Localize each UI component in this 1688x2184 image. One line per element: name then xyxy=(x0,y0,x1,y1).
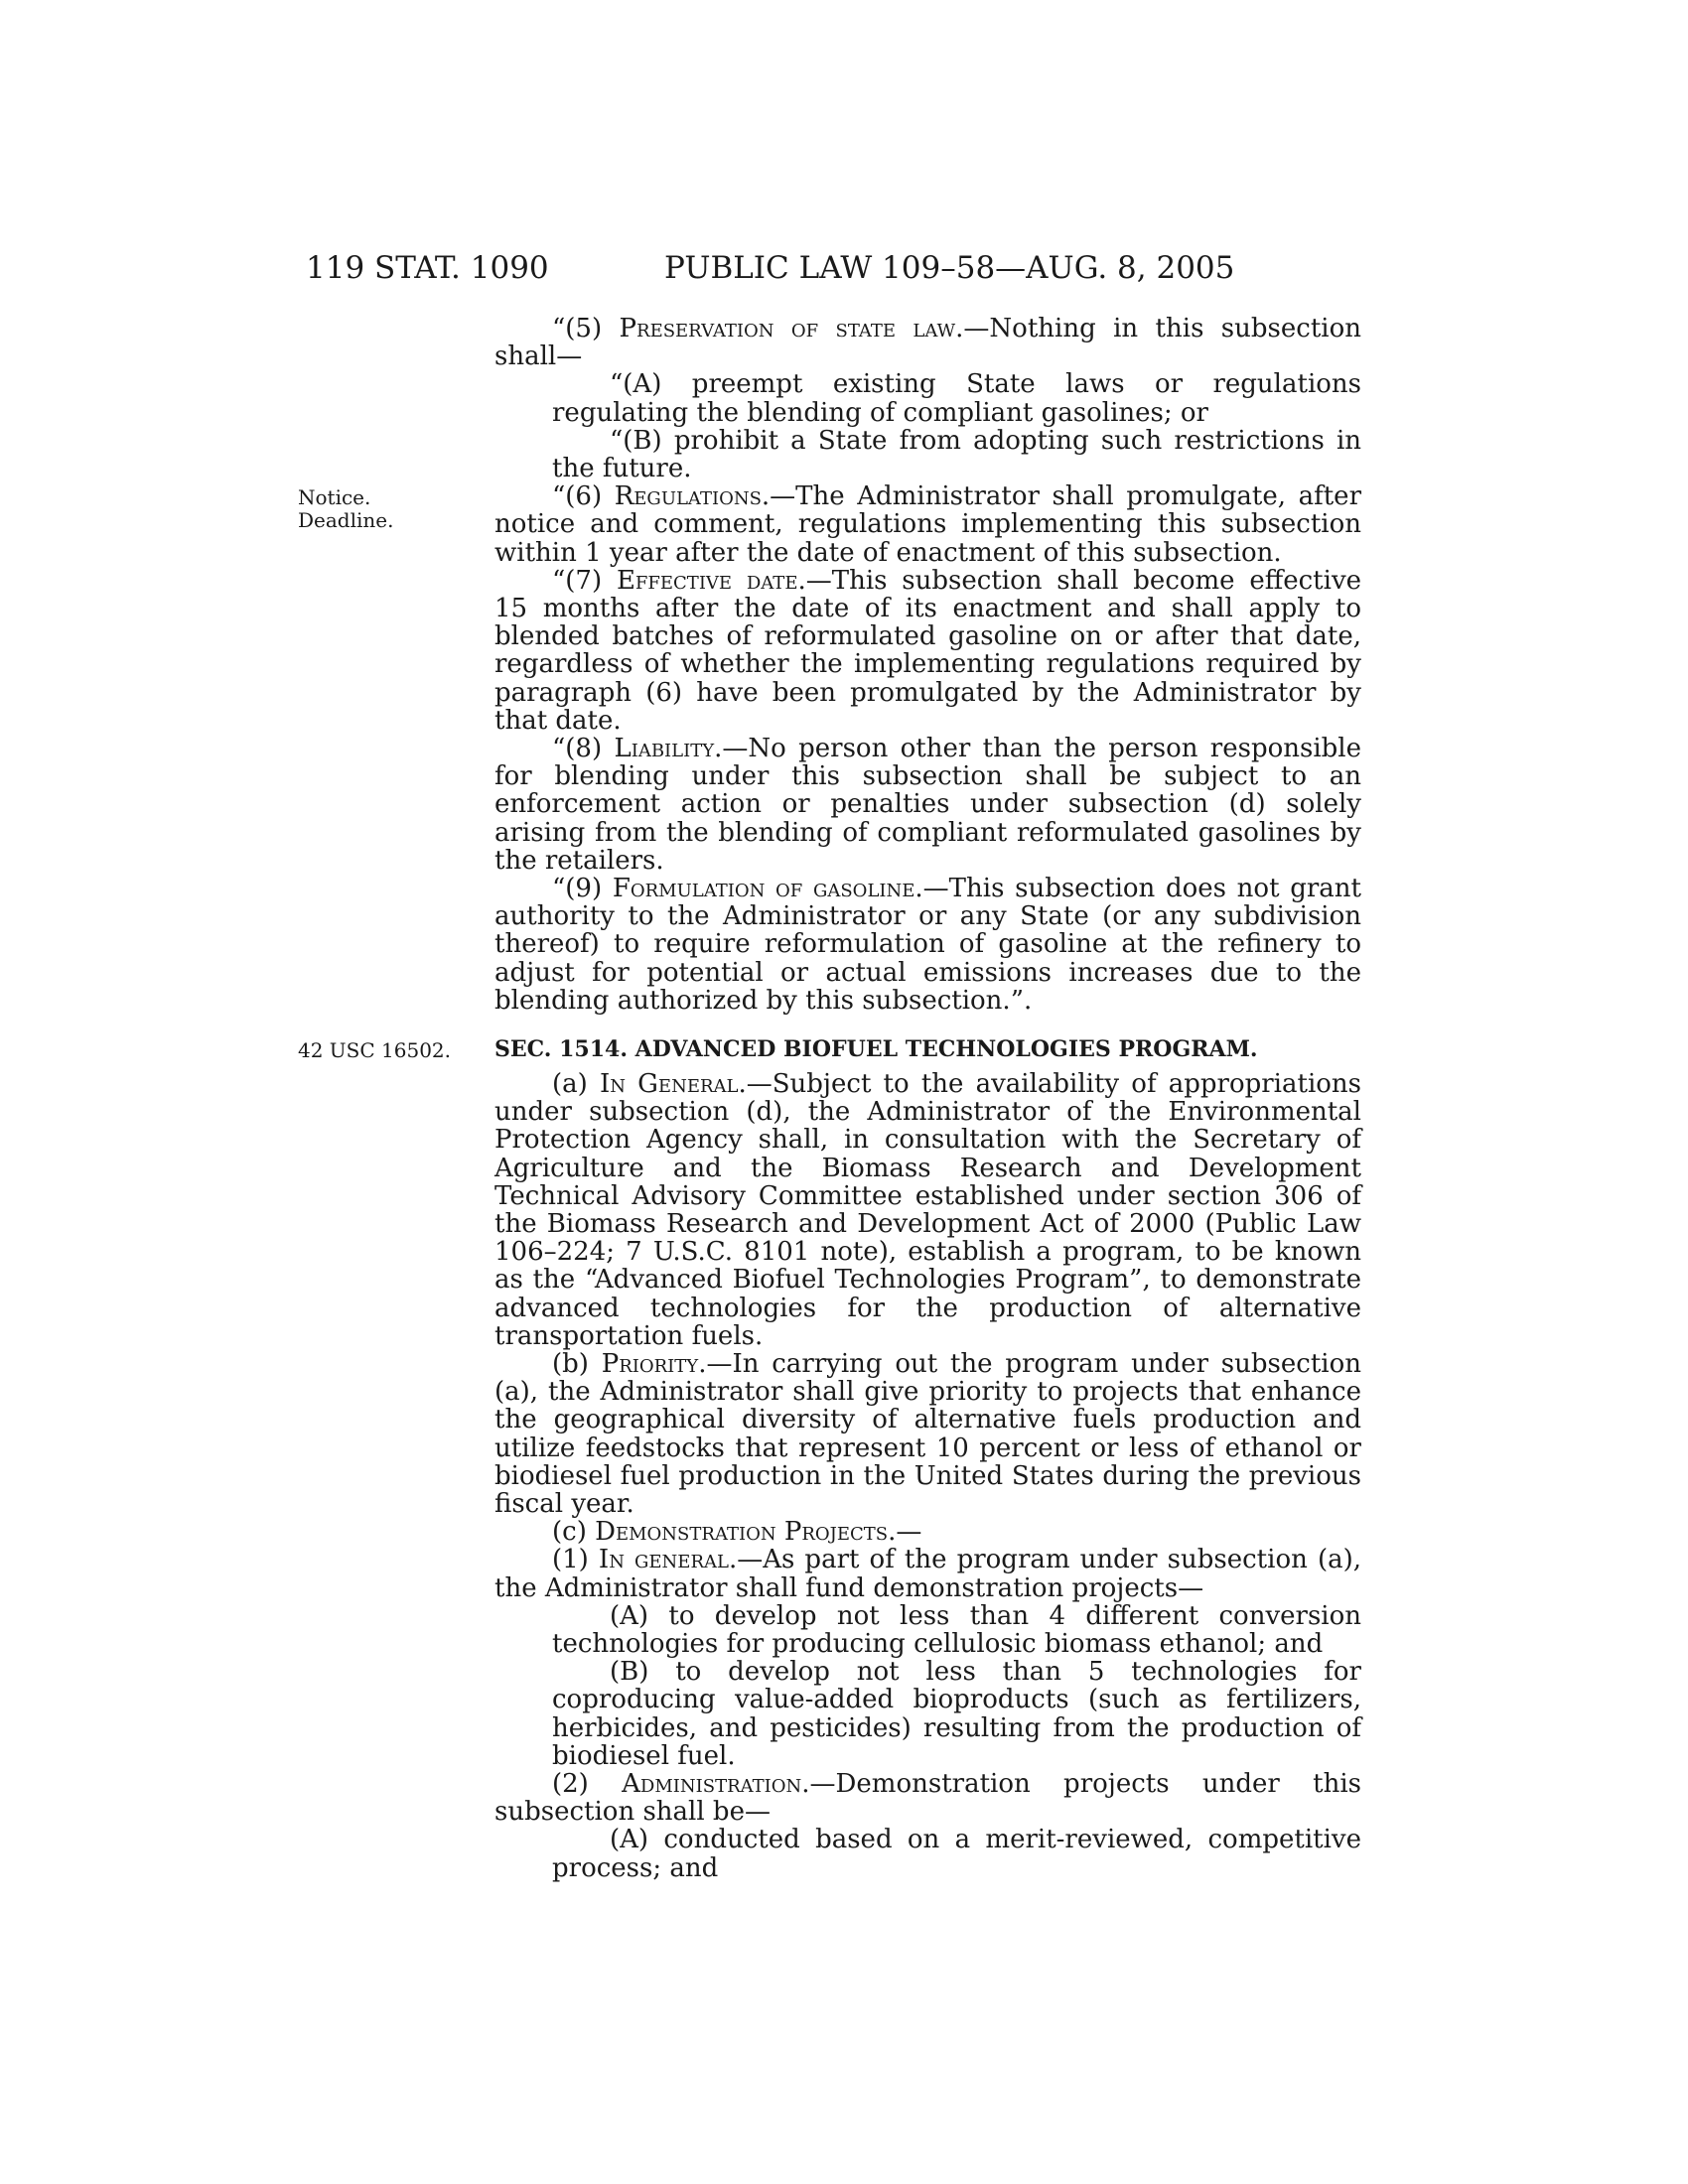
subsection-b: (b) Priority.—In carrying out the program under subsection (a), the Administrator shall give priority to projects that enhance the geographical diversity of alternative fuels production and utilize feedstocks that represent 10 percent or less of ethanol or biodiesel fuel production in the United States during the previous fiscal year. xyxy=(494,1349,1361,1520)
statute-page-number: 119 STAT. 1090 xyxy=(306,250,549,286)
subparagraph-5-b: “(B) prohibit a State from adopting such restrictions in the future. xyxy=(552,425,1362,484)
paragraph-9: “(9) Formulation of gasoline.—This subsection does not grant authority to the Administrator or any State (or any subdivision thereof) to require reformulation of gasoline at the refinery to adjust for potential or actual emissions increases due to the blending authorized by this subsection.”. xyxy=(494,874,1361,1016)
subparagraph-c-2-a: (A) conducted based on a merit-reviewed, competitive process; and xyxy=(552,1825,1362,1883)
paragraph-c-1: (1) In general.—As part of the program under subsection (a), the Administrator shall fund demonstration projects— xyxy=(494,1545,1361,1603)
subparagraph-c-1-b: (B) to develop not less than 5 technologies for coproducing value-added bioproducts (such as fertilizers, herbicides, and pesticides) resulting from the production of biodiesel fuel. xyxy=(552,1657,1361,1771)
amendment-text-block xyxy=(494,315,1361,1015)
paragraph-c-2: (2) Administration.—Demonstration projects under this subsection shall be— xyxy=(494,1769,1362,1828)
subparagraph-c-1-a: (A) to develop not less than 4 different conversion technologies for producing cellulosic biomass ethanol; and xyxy=(552,1600,1362,1660)
page-header xyxy=(0,250,1688,290)
subsection-c: (c) Demonstration Projects.— xyxy=(552,1517,922,1548)
paragraph-8: “(8) Liability.—No person other than the person responsible for blending under this subsection shall be subject to an enforcement action or penalties under subsection (d) solely arising from the blending of compliant reformulated gasolines by the retailers. xyxy=(494,734,1362,876)
margin-note-deadline: Deadline. xyxy=(298,508,394,532)
subparagraph-5-a: “(A) preempt existing State laws or regulations regulating the blending of compliant gasolines; or xyxy=(552,369,1361,428)
paragraph-5: “(5) Preservation of state law.—Nothing in this subsection shall— xyxy=(494,314,1361,372)
margin-note-usc: 42 USC 16502. xyxy=(298,1038,452,1062)
margin-note-notice: Notice. xyxy=(298,485,371,509)
section-1514-text xyxy=(494,1070,1361,1882)
section-heading: SEC. 1514. ADVANCED BIOFUEL TECHNOLOGIES PROGRAM. xyxy=(494,1036,1258,1062)
paragraph-6: “(6) Regulations.—The Administrator shall promulgate, after notice and comment, regulations implementing this subsection within 1 year after the date of enactment of this subsection. xyxy=(494,481,1361,568)
paragraph-7: “(7) Effective date.—This subsection shall become effective 15 months after the date of its enactment and shall apply to blended batches of reformulated gasoline on or after that date, regardless of whether the implementing regulations required by paragraph (6) have been promulgated by the Administrator by that date. xyxy=(494,565,1362,736)
subsection-a: (a) In General.—Subject to the availability of appropriations under subsection (d), the Administrator of the Environmental Protection Agency shall, in consultation with the Secretary of Agriculture and the Biomass Research and Development Technical Advisory Committee established under section 306 of the Biomass Research and Development Act of 2000 (Public Law 106–224; 7 U.S.C. 8101 note), establish a program, to be known as the “Advanced Biofuel Technologies Program”, to demonstrate advanced technologies for the production of alternative transportation fuels. xyxy=(494,1069,1361,1351)
running-title: PUBLIC LAW 109–58—AUG. 8, 2005 xyxy=(664,250,1235,286)
